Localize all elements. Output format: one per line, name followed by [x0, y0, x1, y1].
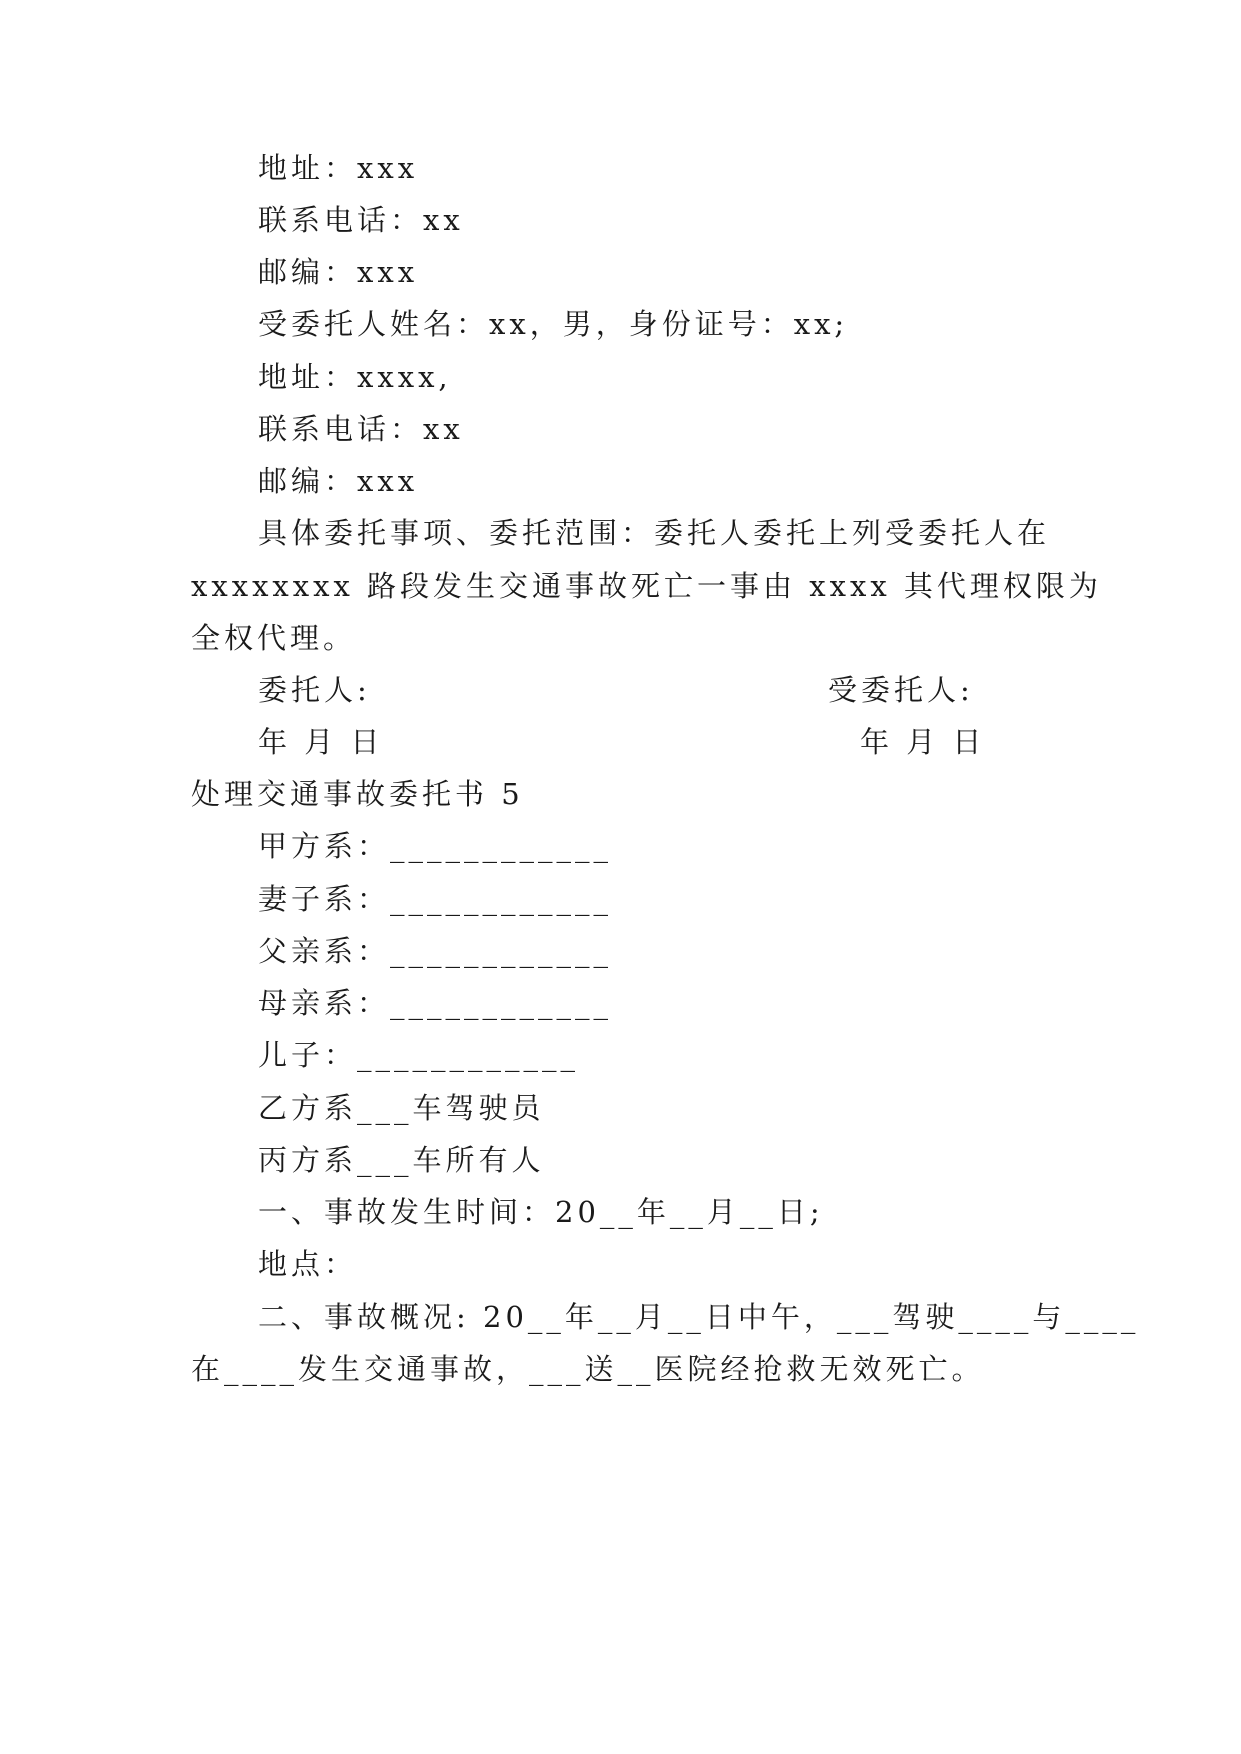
- trustee-name-line: 受委托人姓名：xx，男，身份证号：xx;: [258, 307, 849, 341]
- party-c-line: 丙方系___车所有人: [258, 1143, 545, 1177]
- address-line: 地址：xxx: [258, 151, 419, 185]
- location-line: 地点：: [258, 1247, 358, 1281]
- postcode-line: 邮编：xxx: [258, 255, 419, 289]
- scope-line-2: xxxxxxxx 路段发生交通事故死亡一事由 xxxx 其代理权限为: [191, 569, 1102, 603]
- phone-line: 联系电话：xx: [258, 203, 464, 237]
- section-heading: 处理交通事故委托书 5: [191, 777, 524, 811]
- son-line: 儿子：____________: [258, 1038, 580, 1072]
- party-b-line: 乙方系___车驾驶员: [258, 1091, 545, 1125]
- father-line: 父亲系：____________: [258, 934, 613, 968]
- scope-line-3: 全权代理。: [191, 621, 357, 655]
- accident-overview-line-2: 在____发生交通事故，___送__医院经抢救无效死亡。: [191, 1352, 985, 1386]
- party-a-line: 甲方系：____________: [258, 829, 613, 863]
- wife-line: 妻子系：____________: [258, 882, 613, 916]
- trustee-postcode-line: 邮编：xxx: [258, 464, 419, 498]
- principal-date: 年 月 日: [258, 725, 384, 759]
- trustee-address-line: 地址：xxxx,: [258, 360, 452, 394]
- trustee-signature-label: 受委托人:: [828, 673, 974, 707]
- accident-time-line: 一、事故发生时间：20__年__月__日;: [258, 1195, 824, 1229]
- scope-line-1: 具体委托事项、委托范围：委托人委托上列受委托人在: [258, 516, 1051, 550]
- mother-line: 母亲系：____________: [258, 986, 613, 1020]
- trustee-phone-line: 联系电话：xx: [258, 412, 464, 446]
- accident-overview-line-1: 二、事故概况: 20__年__月__日中午，___驾驶____与____: [258, 1300, 1140, 1334]
- trustee-date: 年 月 日: [860, 725, 986, 759]
- principal-signature-label: 委托人:: [258, 673, 371, 707]
